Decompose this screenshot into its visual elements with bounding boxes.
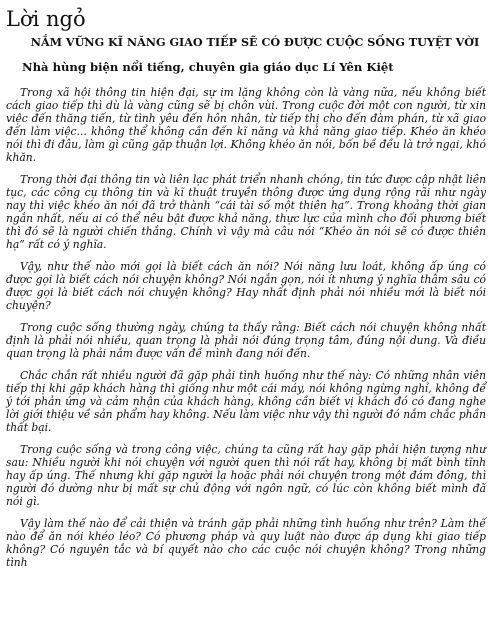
page-title: Lời ngỏ: [6, 7, 86, 31]
paragraph: Chắc chắn rất nhiều người đã gặp phải tình huống như thế này: Có những nhân viên tiếp thị khi gặp khách hàng thì giống như một cái máy, nói không ngừng nghỉ, không để ý tới phản ứng và cảm nhận của khách hàng, không cần biết vị khách đó có đang nghe lời giới thiệu về sản phẩm hay không. Nếu làm việc như vậy thì người đó nắm chắc phần thất bại.: [6, 369, 486, 434]
paragraph: Trong cuộc sống thường ngày, chúng ta thấy rằng: Biết cách nói chuyện không nhất định là phải nói nhiều, quan trọng là phải nói đúng trọng tâm, đúng nội dung. Và điều quan trọng là phải nắm được vấn đề mình đang nói đến.: [6, 321, 486, 360]
paragraph: Vậy làm thế nào để cải thiện và tránh gặp phải những tình huống như trên? Làm thế nào để ăn nói khéo léo? Có phương pháp và quy luật nào được áp dụng khi giao tiếp không? Có nguyên tắc và bí quyết nào cho các cuộc nói chuyện không? Trong những tình: [6, 517, 486, 569]
paragraph: Trong cuộc sống và trong công việc, chúng ta cũng rất hay gặp phải hiện tượng như sau: Nhiều người khi nói chuyện với người quen thì nói rất hay, không bị mất bình tĩnh hay ấp úng. Thế nhưng khi gặp người lạ hoặc phải nói chuyện trong một đám đông, thì người đó dường như bị mất sự chủ động với ngôn ngữ, có lúc còn không biết mình đã nói gì.: [6, 443, 486, 508]
paragraph: Trong xã hội thông tin hiện đại, sự im lặng không còn là vàng nữa, nếu không biết cách giao tiếp thì dù là vàng cũng sẽ bị chôn vùi. Trong cuộc đời một con người, từ xin việc đến thăng tiến, từ tình yêu đến hôn nhân, từ tiếp thị cho đến đàm phán, từ xã giao đến làm việc... không thể không cần đến kĩ năng và khả năng giao tiếp. Khéo ăn khéo nói thì đi đâu, làm gì cũng gặp thuận lợi. Không khéo ăn nói, bốn bề đều là trở ngại, khó khăn.: [6, 86, 486, 164]
paragraph: Trong thời đại thông tin và liên lạc phát triển nhanh chóng, tin tức được cập nhật liên tục, các công cụ thông tin và kĩ thuật truyền thông được ứng dụng rộng rãi như ngày nay thì việc khéo ăn nói đã trở thành “cái tài số một thiên hạ”. Trong khoảng thời gian ngắn nhất, nếu ai có thể nêu bật được khả năng, thực lực của mình cho đối phương biết thì đó sẽ là người chiến thắng. Chính vì vậy mà câu nói “Khéo ăn nói sẽ có được thiên hạ” rất có ý nghĩa.: [6, 173, 486, 251]
author-line: Nhà hùng biện nổi tiếng, chuyên gia giáo dục Lí Yên Kiệt: [22, 60, 394, 74]
headline: NẮM VỮNG KĨ NĂNG GIAO TIẾP SẼ CÓ ĐƯỢC CUỘC SỐNG TUYỆT VỜI: [30, 35, 480, 49]
paragraph: Vậy, như thế nào mới gọi là biết cách ăn nói? Nói năng lưu loát, không ấp úng có được gọi là biết cách nói chuyện không? Nói ngắn gọn, nói ít nhưng ý nghĩa thâm sâu có được gọi là biết cách nói chuyện không? Hay nhất định phải nói nhiều mới là biết nói chuyện?: [6, 260, 486, 312]
